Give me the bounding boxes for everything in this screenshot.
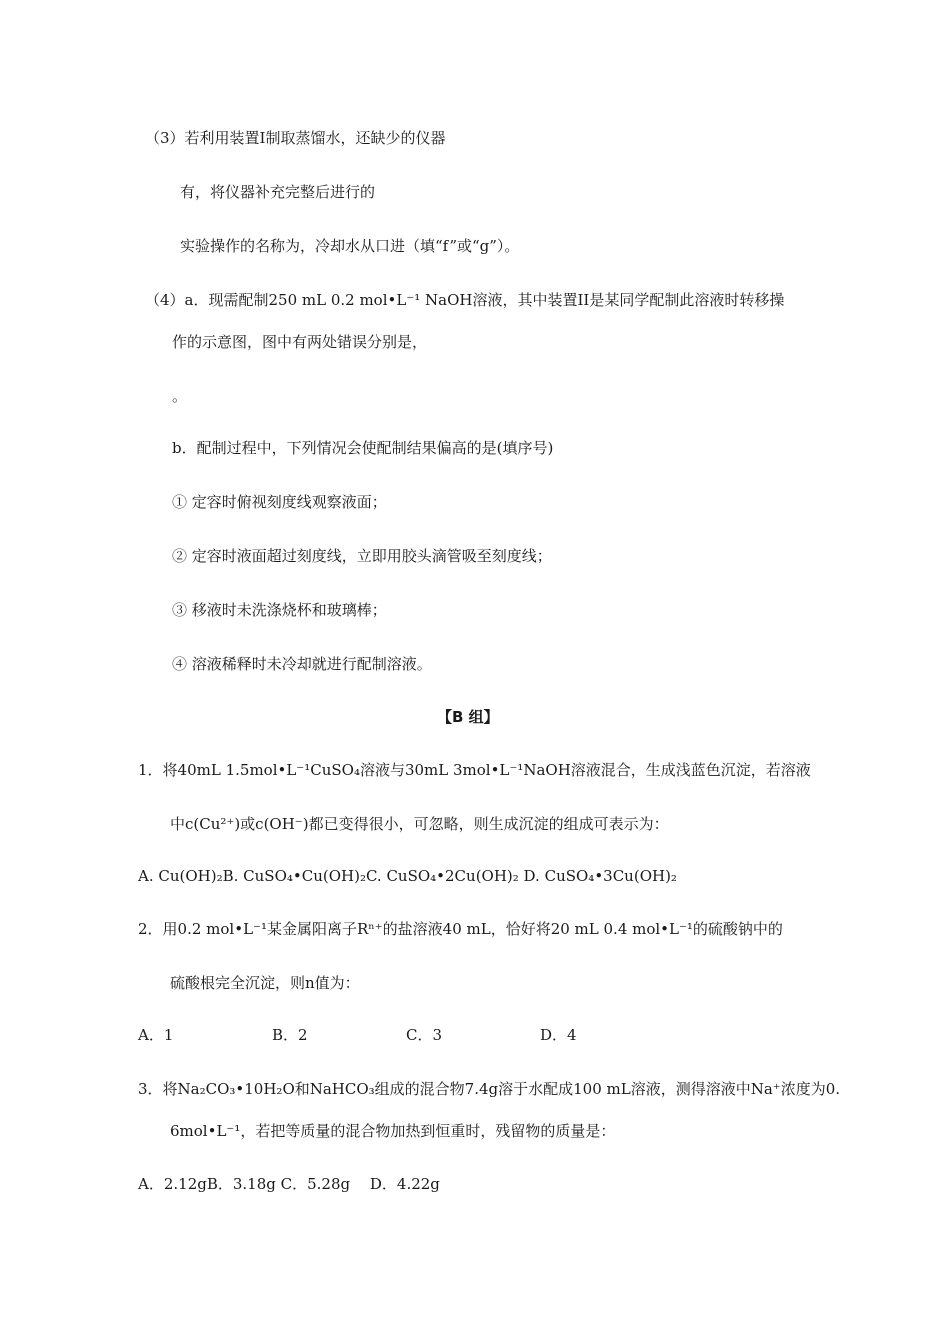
b-q2-option-b: B．2 [272,1026,308,1044]
b-q2-line-1: 2．用0.2 mol•L⁻¹某金属阳离子Rⁿ⁺的盐溶液40 mL，恰好将20 mL 0.4 mol•L⁻¹的硫酸钠中的 [138,920,783,938]
q4-text-line-3: 。 [172,387,188,405]
b-q2-line-2: 硫酸根完全沉淀，则n值为： [170,974,360,992]
b-q3-line-1: 3．将Na₂CO₃•10H₂O和NaHCO₃组成的混合物7.4g溶于水配成100 mL溶液，测得溶液中Na⁺浓度为0. [138,1080,841,1098]
q3-text-line-2: 有，将仪器补充完整后进行的 [180,183,376,201]
q4b-text: b．配制过程中，下列情况会使配制结果偏高的是(填序号) [172,439,554,457]
list-item: ② 定容时液面超过刻度线，立即用胶头滴管吸至刻度线； [172,547,552,565]
b-q2-option-a: A．1 [138,1026,174,1044]
list-item: ① 定容时俯视刻度线观察液面； [172,493,387,511]
q3-text-line-3: 实验操作的名称为，冷却水从口进（填“f”或“g”）。 [180,237,520,255]
b-q2-option-c: C．3 [406,1026,443,1044]
b-q3-options: A．2.12gB．3.18g C．5.28g D．4.22g [138,1175,440,1193]
b-q3-line-2: 6mol•L⁻¹，若把等质量的混合物加热到恒重时，残留物的质量是： [170,1122,616,1140]
list-item: ④ 溶液稀释时未冷却就进行配制溶液。 [172,655,432,673]
b-q1-line-1: 1．将40mL 1.5mol•L⁻¹CuSO₄溶液与30mL 3mol•L⁻¹NaOH溶液混合，生成浅蓝色沉淀，若溶液 [138,761,811,779]
list-item: ③ 移液时未洗涤烧杯和玻璃棒； [172,601,387,619]
q3-text-line-1: （3）若利用装置Ⅰ制取蒸馏水，还缺少的仪器 [145,129,446,147]
section-b-title: 【B 组】 [437,708,499,726]
q4-text-line-2: 作的示意图，图中有两处错误分别是， [172,333,428,351]
b-q2-option-d: D．4 [540,1026,577,1044]
b-q1-options: A. Cu(OH)₂B. CuSO₄•Cu(OH)₂C. CuSO₄•2Cu(OH)₂ D. CuSO₄•3Cu(OH)₂ [138,867,677,885]
b-q1-line-2: 中c(Cu²⁺)或c(OH⁻)都已变得很小，可忽略，则生成沉淀的组成可表示为： [170,815,669,833]
q4-text-line-1: （4）a．现需配制250 mL 0.2 mol•L⁻¹ NaOH溶液，其中装置II是某同学配制此溶液时转移操 [145,291,785,309]
